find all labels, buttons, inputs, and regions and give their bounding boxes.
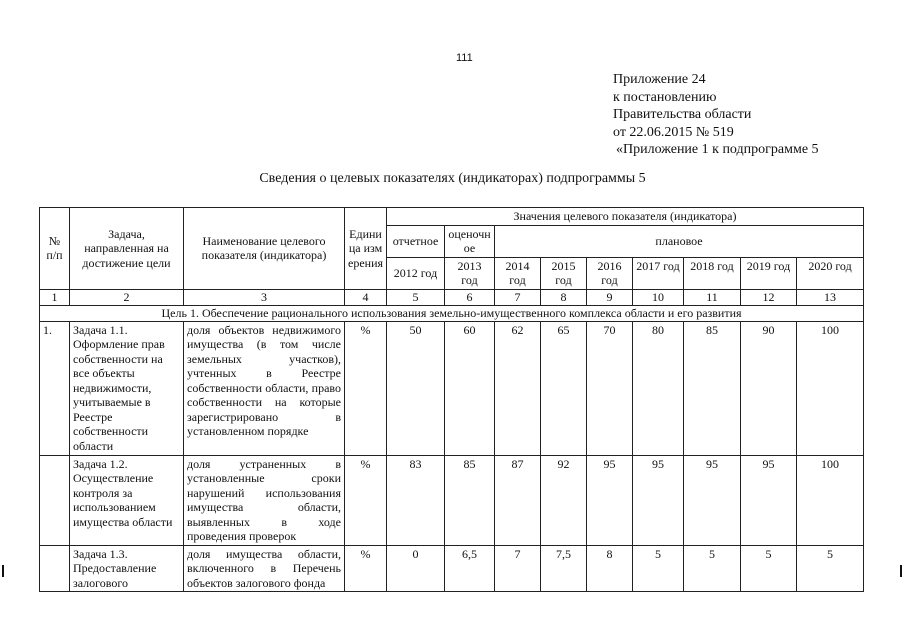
header-planned: плановое [495,225,864,257]
row-value: 85 [684,321,741,455]
row-value: 6,5 [445,545,495,592]
header-num: № п/п [40,208,70,290]
row-value: 83 [387,455,445,545]
row-value: 50 [387,321,445,455]
row-value: 80 [633,321,684,455]
header-year: 2019 год [741,257,797,289]
row-value: 100 [797,455,864,545]
header-task: Задача, направленная на достижение цели [70,208,184,290]
header-year: 2012 год [387,257,445,289]
header-values-group: Значения целевого показателя (индикатора) [387,208,864,226]
row-value: 85 [445,455,495,545]
scan-edge-mark [2,565,4,577]
header-year: 2015 год [541,257,587,289]
row-task: Задача 1.2. Осуществление контроля за использованием имущества области [70,455,184,545]
header-year: 2018 год [684,257,741,289]
row-value: 5 [741,545,797,592]
header-indicator: Наименование целевого показателя (индикатора) [184,208,345,290]
table-row [40,321,864,455]
row-indicator: доля имущества области, включенного в Перечень объектов залогового фонда [184,545,345,592]
row-value: 92 [541,455,587,545]
row-value: 5 [633,545,684,592]
row-value: 70 [587,321,633,455]
appendix-line: от 22.06.2015 № 519 [613,124,734,140]
row-value: 87 [495,455,541,545]
row-value: 7 [495,545,541,592]
row-indicator: доля объектов недвижимого имущества (в том числе земельных участков), учтенных в Реестре собственности области, право собственности на которые зарегистрировано в установленном порядке [184,321,345,455]
page-number: 111 [456,52,473,64]
row-unit: % [345,321,387,455]
column-number: 7 [495,289,541,305]
row-value: 62 [495,321,541,455]
row-value: 95 [684,455,741,545]
document-title: Сведения о целевых показателях (индикаторах) подпрограммы 5 [259,171,646,186]
table-row [40,545,864,592]
column-number: 10 [633,289,684,305]
header-year: 2017 год [633,257,684,289]
column-number: 3 [184,289,345,305]
goal-row [40,305,864,321]
row-indicator: доля устраненных в установленные сроки нарушений использования имущества области, выявленных в ходе проведения проверок [184,455,345,545]
indicators-table [39,207,864,592]
appendix-line: Правительства области [613,107,752,122]
row-value: 65 [541,321,587,455]
goal-text: Цель 1. Обеспечение рационального использования земельно-имущественного комплекса области и его развития [40,305,864,321]
header-estimated: оценочное [445,225,495,257]
row-unit: % [345,455,387,545]
header-reported: отчетное [387,225,445,257]
scan-edge-mark [900,565,902,577]
row-num: 1. [40,321,70,455]
row-value: 0 [387,545,445,592]
row-value: 95 [741,455,797,545]
header-row [40,208,864,226]
header-year: 2014 год [495,257,541,289]
column-number: 12 [741,289,797,305]
header-unit: Единица измерения [345,208,387,290]
row-num [40,455,70,545]
row-value: 5 [797,545,864,592]
header-year: 2013 год [445,257,495,289]
column-number: 8 [541,289,587,305]
row-value: 5 [684,545,741,592]
column-number: 6 [445,289,495,305]
row-value: 90 [741,321,797,455]
column-numbers-row [40,289,864,305]
row-value: 7,5 [541,545,587,592]
column-number: 2 [70,289,184,305]
row-value: 95 [587,455,633,545]
row-unit: % [345,545,387,592]
column-number: 1 [40,289,70,305]
row-task: Задача 1.1. Оформление прав собственности на все объекты недвижимости, учитываемые в Реестре собственности области [70,321,184,455]
column-number: 11 [684,289,741,305]
appendix-header [613,71,819,159]
column-number: 13 [797,289,864,305]
row-value: 100 [797,321,864,455]
row-num [40,545,70,592]
row-value: 8 [587,545,633,592]
row-value: 60 [445,321,495,455]
table-row [40,455,864,545]
appendix-line: к постановлению [613,89,717,105]
header-year: 2016 год [587,257,633,289]
row-task: Задача 1.3. Предоставление залогового [70,545,184,592]
header-year: 2020 год [797,257,864,289]
column-number: 4 [345,289,387,305]
row-value: 95 [633,455,684,545]
column-number: 9 [587,289,633,305]
appendix-line: Приложение 24 [613,72,706,87]
appendix-line: «Приложение 1 к подпрограмме 5 [616,142,819,157]
column-number: 5 [387,289,445,305]
